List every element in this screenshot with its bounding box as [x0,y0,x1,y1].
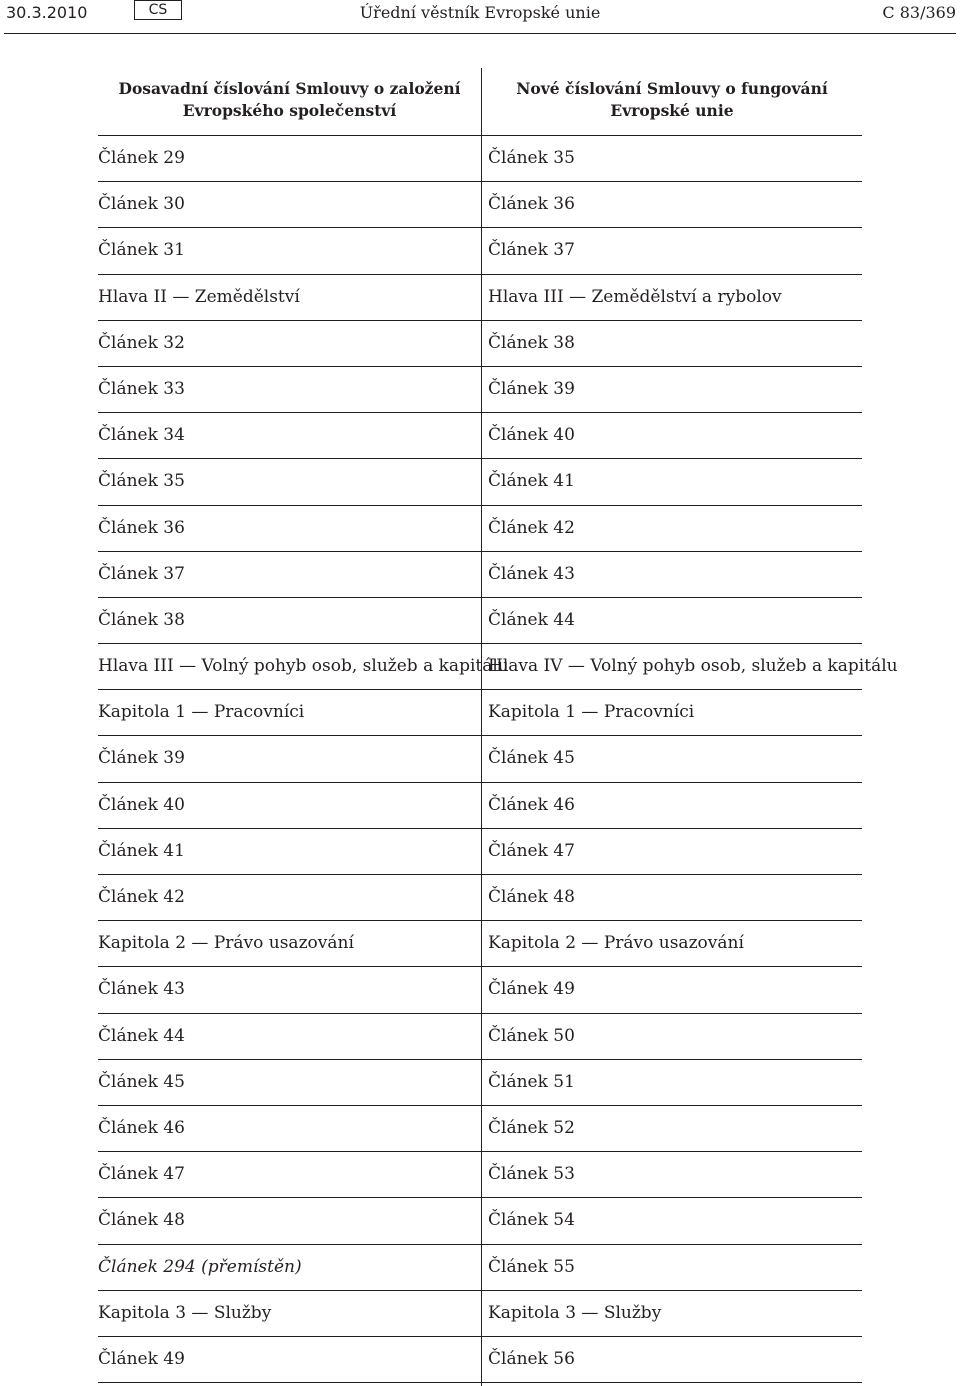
new-number-cell: Článek 49 [488,979,575,1000]
new-number-cell: Článek 48 [488,887,575,907]
page-header [0,0,960,34]
new-number-cell: Článek 37 [488,240,575,261]
old-number-cell: Článek 29 [98,148,185,168]
new-number-cell: Článek 54 [488,1210,575,1231]
table-row [98,552,862,598]
old-number-cell: Článek 32 [98,332,185,353]
table-row [98,275,862,321]
table-row [98,1152,862,1198]
old-number-cell: Článek 38 [98,609,185,630]
new-number-cell: Článek 45 [488,748,575,769]
old-number-cell: Článek 40 [98,794,185,815]
table-row [98,228,862,274]
old-number-cell: Kapitola 1 — Pracovníci [98,702,305,723]
old-number-cell: Článek 31 [98,240,185,261]
new-number-cell: Článek 38 [488,332,575,353]
new-number-cell: Článek 53 [488,1164,575,1185]
page-number: C 83/369 [882,3,956,22]
new-number-cell: Článek 44 [488,609,575,630]
new-number-cell: Článek 40 [488,425,575,446]
old-number-cell: Článek 43 [98,979,185,1000]
old-number-cell: Článek 41 [98,840,185,861]
header-rule [4,33,956,34]
table-header [98,68,862,136]
table-row [98,1198,862,1244]
new-number-cell: Kapitola 3 — Služby [488,1302,662,1323]
new-number-cell: Článek 56 [488,1348,575,1369]
old-number-cell: Článek 46 [98,1117,185,1138]
old-number-cell: Článek 34 [98,425,185,446]
old-number-cell: Článek 47 [98,1164,185,1185]
table-row [98,136,862,182]
publication-date: 30.3.2010 [6,3,88,22]
new-number-cell: Článek 51 [488,1071,575,1092]
old-number-cell: Článek 45 [98,1071,185,1092]
table-row [98,367,862,413]
language-badge: CS [134,0,182,20]
new-number-cell: Hlava III — Zemědělství a rybolov [488,286,782,307]
table-body [98,136,898,1383]
old-number-cell: Hlava II — Zemědělství [98,286,300,307]
table-row [98,644,898,690]
new-number-cell: Článek 36 [488,194,575,215]
old-number-cell: Kapitola 3 — Služby [98,1302,272,1323]
table-row [98,321,862,367]
table-row [98,1291,862,1337]
table-row [98,736,862,782]
new-number-cell: Článek 41 [488,471,575,492]
table-row [98,1060,862,1106]
table-row [98,1245,862,1291]
old-number-cell: Článek 44 [98,1025,185,1046]
table-row [98,1106,862,1152]
table-row [98,413,862,459]
old-number-cell: Kapitola 2 — Právo usazování [98,933,354,954]
journal-title: Úřední věstník Evropské unie [359,3,601,22]
new-number-cell: Článek 46 [488,794,575,815]
new-number-cell: Článek 50 [488,1025,575,1046]
table-row [98,182,862,228]
correlation-table [98,68,898,1383]
old-number-cell: Článek 39 [98,748,185,769]
table-row [98,1014,862,1060]
old-number-cell: Hlava III — Volný pohyb osob, služeb a kapitálu [98,656,509,677]
table-row [98,921,862,967]
new-number-cell: Článek 47 [488,840,575,861]
table-row [98,459,862,505]
old-number-cell: Článek 36 [98,517,185,538]
new-number-cell: Článek 35 [488,148,575,168]
column-header-old-numbering: Dosavadní číslování Smlouvy o založení Evropského společenství [118,79,461,120]
old-number-cell: Článek 35 [98,471,185,492]
new-number-cell: Kapitola 1 — Pracovníci [488,702,695,723]
old-number-cell: Článek 49 [98,1348,185,1369]
table-row [98,829,862,875]
new-number-cell: Článek 52 [488,1117,575,1138]
old-number-cell: Článek 294 (přemístěn) [98,1256,302,1277]
new-number-cell: Hlava IV — Volný pohyb osob, služeb a kapitálu [488,656,898,677]
new-number-cell: Článek 43 [488,563,575,584]
new-number-cell: Článek 55 [488,1256,575,1277]
table-row [98,1337,862,1383]
old-number-cell: Článek 48 [98,1210,185,1231]
new-number-cell: Článek 39 [488,378,575,399]
new-number-cell: Kapitola 2 — Právo usazování [488,933,744,954]
table-row [98,690,862,736]
table-row [98,506,862,552]
old-number-cell: Článek 37 [98,563,185,584]
old-number-cell: Článek 42 [98,887,185,907]
table-row [98,598,862,644]
column-header-new-numbering: Nové číslování Smlouvy o fungování Evropské unie [516,79,828,120]
table-row [98,967,862,1013]
old-number-cell: Článek 30 [98,194,185,215]
old-number-cell: Článek 33 [98,378,185,399]
table-row [98,875,862,921]
table-row [98,783,862,829]
new-number-cell: Článek 42 [488,517,575,538]
